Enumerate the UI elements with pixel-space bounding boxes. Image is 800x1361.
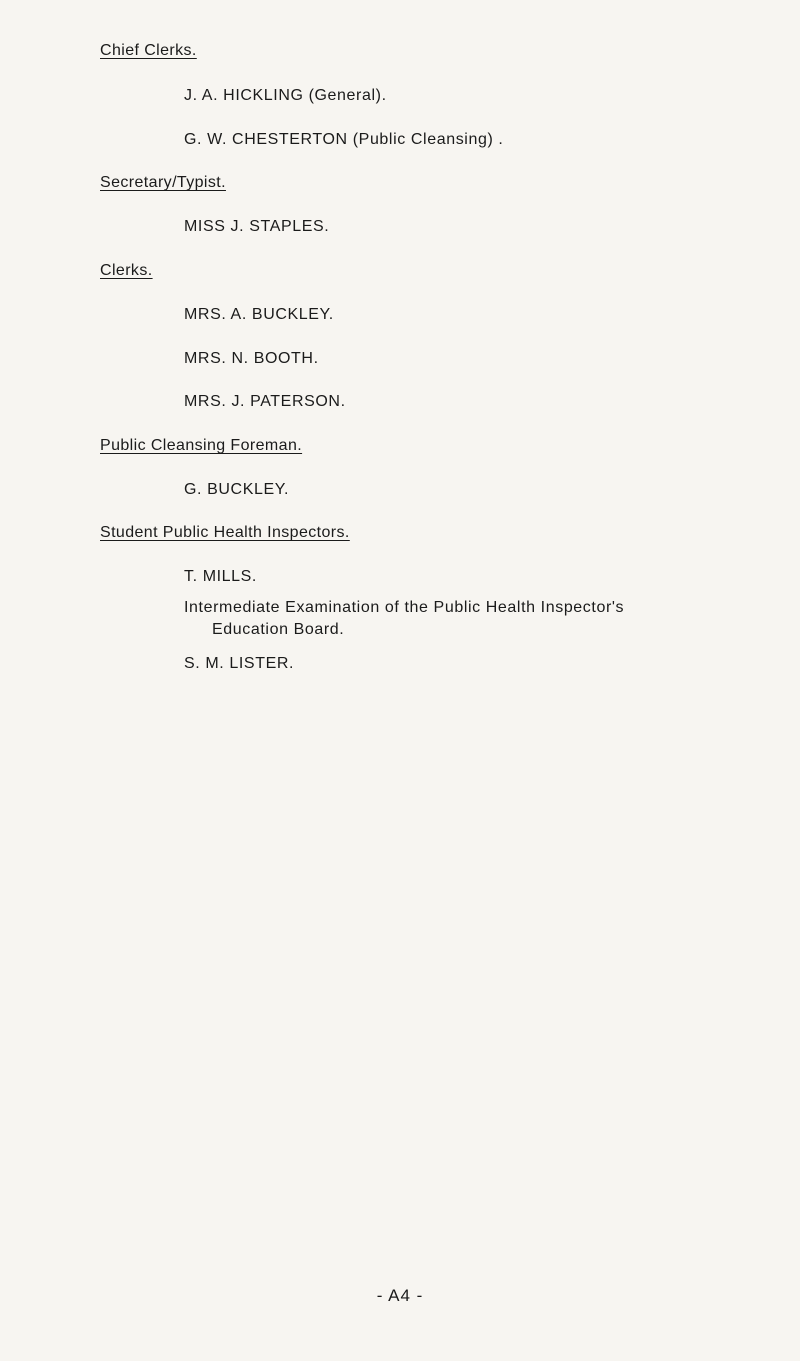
entry-staples: MISS J. STAPLES. [184,218,330,235]
entry-booth: MRS. N. BOOTH. [184,350,319,367]
note-line-1: Intermediate Examination of the Public Health Inspector's [184,599,625,616]
entry-chesterton: G. W. CHESTERTON (Public Cleansing) . [184,131,504,148]
heading-public-cleansing-foreman: Public Cleansing Foreman. [100,437,303,454]
note-line-2: Education Board. [212,621,345,638]
heading-student-public-health-inspectors: Student Public Health Inspectors. [100,524,350,541]
note-intermediate-examination [184,597,764,641]
entry-g-buckley: G. BUCKLEY. [184,481,290,498]
entry-mills: T. MILLS. [184,568,257,585]
entry-hickling: J. A. HICKLING (General). [184,87,387,104]
heading-chief-clerks: Chief Clerks. [100,42,197,59]
page-number: - A4 - [376,1286,424,1305]
heading-clerks: Clerks. [100,262,153,279]
entry-a-buckley: MRS. A. BUCKLEY. [184,306,334,323]
entry-paterson: MRS. J. PATERSON. [184,393,346,410]
heading-secretary-typist: Secretary/Typist. [100,174,226,191]
entry-lister: S. M. LISTER. [184,655,295,672]
